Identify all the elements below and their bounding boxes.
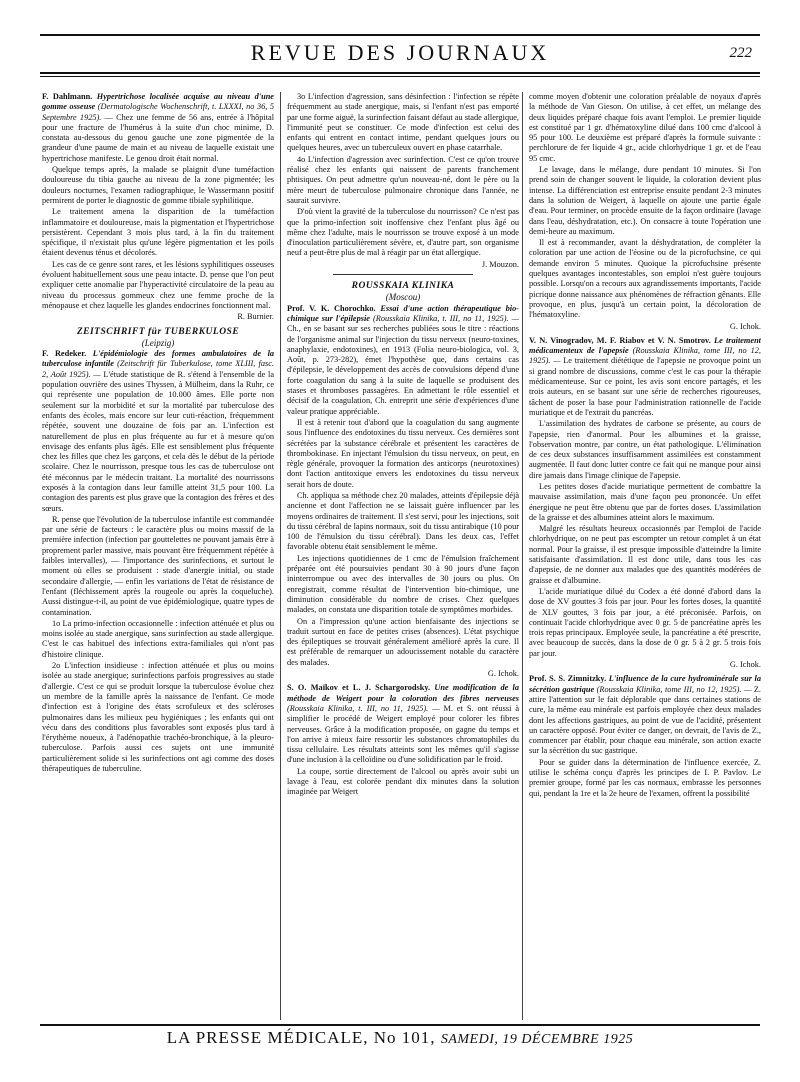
paragraph: 3o L'infection d'agression, sans désinfection : l'infection se répète fréquemment au stade anergique, mais, si l'enfant n'est pas emporté par une forme aiguë, la surinfection faisant défaut au stade allergique, l'immunité peut se constituer. Ce mode d'infection est celui des enfants qui entrent en contact intime, pendant quelques jours ou quelques heures, avec un tuberculeux ouvert en phase catarrhale. (287, 92, 519, 153)
header-bottom-rule-thin (40, 76, 760, 77)
page-title: REVUE DES JOURNAUX (250, 40, 550, 65)
paragraph: Quelque temps après, la malade se plaignit d'une tuméfaction douloureuse du tibia gauche au niveau de la zone pigmentée; les douleurs nocturnes, l'examen radiographique, le Wassermann positif permirent de porter le diagnostic de gomme tibiale syphilitique. (42, 165, 274, 205)
article-author: F. Redeker. (42, 349, 87, 359)
paragraph: On a l'impression qu'une action bienfaisante des injections se traduit surtout en face de petites crises (absences). L'état psychique des épileptiques se trouvait généralement amélioré après la cure. Il est préférable de remarquer un adoucissement notable du caractère des malades. (287, 616, 519, 667)
paragraph: Malgré les résultats heureux occasionnés par l'emploi de l'acide chlorhydrique, on ne peut pas escompter un retour complet à un état normal. Pour la graisse, il est presque impossible d'atteindre la limite satisfaisante d'assimilation. Il est donc utile, dans tous les cas d'apepsie, de ne donner aux malades que des quantités modérées de graisse et d'albumine. (529, 524, 761, 585)
article-author: F. Dahlmann. (42, 92, 93, 101)
article-source: (Rousskaia Klinika, tome III, no 12, 1925). — (529, 346, 761, 366)
paragraph: Il est à recommander, avant la déshydratation, de compléter la coloration par une action de l'éosine ou de la picrofuchsine, ce qui demande environ 5 minutes. Quoique la picrofuchsine présente quelques avantages incontestables, son emploi n'est guère toujours possible. Lorsqu'on a recours aux agrandissements importants, l'acide picrique donne naissance aux phénomènes de réfraction gênants. Elle provoque, en plus, jusqu'à un certain point, la décoloration de l'hématoxyline. (529, 238, 761, 320)
section-title: ROUSSKAIA KLINIKA (351, 281, 455, 292)
page-number: 222 (729, 45, 752, 61)
paragraph: La coupe, sortie directement de l'alcool ou après avoir subi un lavage à l'eau, est colorée pendant dix minutes dans la solution imaginée par Weigert (287, 766, 519, 797)
article-title: L'épidémiologie des formes ambulatoires de la tuberculose infantile (42, 349, 274, 369)
paragraph: Les injections quotidiennes de 1 cmc de l'émulsion fraîchement préparée ont été poursuivies pendant 30 à 90 jours d'une façon ininterrompue ou avec des intervalles de 30 jours ou plus. On enregistrait, comme résultat de l'intervention bio-chimique, une diminution considérable du nombre de crises. Chez quelques malades, on constata une disparition totale de symptômes morbides. (287, 553, 519, 615)
footer-issue-number: No 101, (373, 1028, 436, 1047)
column-1 (42, 92, 274, 1022)
column-separator-2 (522, 92, 523, 1020)
paragraph: Les cas de ce genre sont rares, et les lésions syphilitiques osseuses évoluent habituellement sous une peau intacte. D. pense que l'on peut expliquer cette anomalie par l'hyperactivité circulatoire de la peau au niveau du processus gommeux chez une femme proche de la ménopause et chez laquelle les glandes endocrines fonctionnent mal. (42, 259, 274, 310)
paragraph: comme moyen d'obtenir une coloration préalable de noyaux d'après la méthode de Van Gieson. On utilise, à cet effet, un mélange des deux liquides préparé chaque fois avant l'emploi. Le premier liquide est constitué par 1 gr. d'hématoxyline dilué dans 100 cmc d'alcool à 95 pour 100. Le deuxième est préparé d'après la formule suivante : perchlorure de fer liquide 4 gr., acide chlorhydrique 1 gr. et de l'eau 95 cmc. (529, 92, 761, 163)
paragraph: D'où vient la gravité de la tuberculose du nourrisson? Ce n'est pas que la primo-infection soit inoffensive chez l'enfant plus âgé ou même chez l'adulte, mais le nourrisson se trouve exposé à un mode d'inoculation particulièrement sévère, et, d'autre part, son organisme neuf a peut-être plus de mal à réagir par un état allergique. (287, 207, 519, 258)
signature: G. Ichok. (487, 669, 519, 679)
article-source: (Rousskaia Klinika, t. III, no 11, 1925). — (373, 313, 519, 323)
article-source: (Dermatologische Wochenschrift, t. LXXXI, no 36, 5 Septembre 1925). (42, 102, 274, 122)
column-3 (529, 92, 761, 1022)
paragraph: Le lavage, dans le mélange, dure pendant 10 minutes. Si l'on prend soin de changer souvent le liquide, la coloration devient plus intense. La différenciation est entreprise ensuite pendant 2-3 minutes dans la solution de Weigert, à laquelle on ajoute une partie égale d'eau. Pour terminer, on procède ensuite de la façon ordinaire (lavage dans l'eau, déshydratation, etc.). On consacre à toute l'opération une demi-heure au maximum. (529, 165, 761, 236)
article-vinogradov (529, 336, 761, 418)
paragraph: Le traitement diététique de l'apepsie ne provoque point un si grand nombre de discussions, comme c'est le cas pour la thérapie médicamenteuse. Sur ce point, les avis sont encore partagés, et les trois auteurs, en se basant sur une série de recherches rigoureuses, tâchent de poser la base pour l'administration rationnelle de l'acide muriatique et de l'extrait du pancréas. (529, 356, 761, 417)
article-author: S. O. Maïkov et L. J. Schargorodsky. (287, 683, 431, 693)
article-title: Une modification de la méthode de Weigert pour la coloration des fibres nerveuses (287, 683, 519, 703)
header-top-rule (40, 34, 760, 36)
section-subtitle: (Moscou) (385, 292, 421, 303)
paragraph: L'assimilation des hydrates de carbone se présente, au cours de l'apepsie, rien d'anormal. Pour les albumines et la graisse, l'observation montre, par contre, un état pathologique. L'élimination de ces deux substances insuffisamment assimilées est constamment augmentée. Il faut donc lutter contre ce fait qui ne manque pour ainsi dire jamais dans l'image clinique de l'apepsie. (529, 419, 761, 480)
paragraph: 2o L'infection insidieuse : infection atténuée et plus ou moins isolée au stade anergique; surinfections parfois progressives au stade d'allergie. C'est ce qui se produit lorsque la tuberculose évolue chez un membre de la famille après la naissance de l'enfant. Ce mode d'infection est à l'origine des états scrofuleux et des scléroses pulmonaires dans les milieux peu hygiéniques ; les enfants qui ont vécu dans des conditions plus favorables sont exposés plus tard à l'érythème noueux, à l'adénopathie trachéo-bronchique, à la pleuro-tuberculose. Parfois aussi ces sujets ont une immunité particulièrement solide si les surinfections ont agi comme des doses thérapeutiques de tuberculine. (42, 661, 274, 773)
paragraph: 4o L'infection d'agression avec surinfection. C'est ce qu'on trouve réalisé chez les enfants qui naissent de parents franchement phtisiques. On peut admettre qu'un nouveau-né, dont le père ou la mère meurt de tuberculose pulmonaire chronique dans l'année, ne saurait survivre. (287, 154, 519, 205)
section-title: ZEITSCHRIFT für TUBERKULOSE (76, 326, 240, 337)
header-bottom-rule (40, 72, 760, 74)
paragraph: R. pense que l'évolution de la tuberculose infantile est commandée par une série de facteurs : le caractère plus ou moins massif de la première infection (infection par gouttelettes ne pouvant jamais être à proprement parler massive, mais pouvant être fréquemment répétée à faibles intervalles), — l'importance des surinfections, et surtout le moment où elles se produisent : stade d'anergie initial, ou stade secondaire d'allergie, — enfin les variations de l'état de résistance de l'enfant (fléchissement après la rougeole ou après la coqueluche). Aussi distingue-t-il, au point de vue épidémiologique, quatre types de contamination. (42, 514, 274, 617)
signature: G. Ichok. (729, 321, 761, 331)
paragraph: Il est à retenir tout d'abord que la coagulation du sang augmente sous l'influence des endotoxines du tissu nerveux. Ces dernières sont sécrétées par la substance cérébrale et présentent les caractères de thrombokinase. En injectant l'émulsion du tissu nerveux, on peut, en règle générale, provoquer la formation des anticorps (neurotoxines) dont l'action antitoxique envers les endotoxines du tissu nerveux serait hors de doute. (287, 417, 519, 489)
signature: J. Mouzon. (481, 259, 519, 269)
footer-date: SAMEDI, 19 DÉCEMBRE 1925 (440, 1032, 634, 1047)
paragraph: 1o La primo-infection occasionnelle : infection atténuée et plus ou moins isolée au stade anergique, sans surinfection au stade allergique. C'est le cas habituel des infections extra-familiales qui n'ont pas d'histoire clinique. (42, 618, 274, 659)
paragraph: — Chez une femme de 56 ans, entrée à l'hôpital pour une fracture de l'humérus à la suite d'un choc minime, D. constata au-dessous du genou gauche une zone pigmentée de la grandeur d'une paume de main et au niveau de laquelle existait une hypertrichose manifeste. Le genou droit était normal. (42, 112, 274, 163)
section-divider (333, 274, 472, 275)
paragraph: Le traitement amena la disparition de la tuméfaction inflammatoire et douloureuse, mais la pigmentation et l'hypertrichose persistèrent. Cependant 3 mois plus tard, à la fin du traitement spécifique, il n'existait plus qu'une légère pigmentation et les poils étaient devenus ténus et décolorés. (42, 207, 274, 258)
signature: R. Burnier. (237, 312, 274, 322)
paragraph: Pour se guider dans la détermination de l'influence exercée, Z. utilise le schéma conçu d'après les principes de I. P. Pavlov. Le premier groupe, formé par les cas normaux, embrasse les personnes qui, pendant la 1re et la 2e heure de l'examen, offrent la possibilité (529, 757, 761, 798)
article-author: Prof. S. S. Zimnitzky. (529, 674, 607, 684)
paragraph: L'acide muriatique dilué du Codex a été donné d'abord dans la dose de XV gouttes 3 fois par jour. Pour les fortes doses, la quantité de XLV gouttes, 3 fois par jour, a été préconisée. Parfois, on continuait l'acide chlorhydrique avec 0 gr. 5 de pancréatine après les trois repas principaux. Employée seule, la pancréatine a été prescrite, avec beaucoup de succès, dans la dose de 0 gr. 5 à 2 gr. 5 trois fois par jour. (529, 586, 761, 658)
article-title: L'influence de la cure hydrominérale sur la sécrétion gastrique (529, 674, 761, 694)
paragraph: M. et S. ont réussi à simplifier le procédé de Weigert employé pour colorer les fibres nerveuses. Grâce à la modification proposée, on gagne du temps et l'on arrive à mieux faire ressortir les substances chromatophiles du tissu cellulaire. Les résultats atteints sont les mêmes qu'il s'agisse d'une inclusion à la celloïdine ou d'une solidification par le froid. (287, 703, 519, 765)
paragraph: Z. attire l'attention sur le fait déplorable que dans certaines stations de cure, la même eau minérale est parfois employée chez deux malades dont les affections gastriques, au point de vue de l'acidité, présentent un caractère opposé. Pour éviter ce danger, on devrait, de l'avis de Z., commencer par établir, pour chaque eau minérale, son action exacte sur la sécrétion du suc gastrique. (529, 684, 761, 756)
article-author: Prof. V. K. Chorochko. (287, 303, 376, 313)
footer-rule (40, 1024, 760, 1026)
article-author: V. N. Vinogradov, M. F. Riabov et V. N. Smotrov. (529, 335, 711, 345)
article-maikov (287, 683, 519, 765)
signature: G. Ichok. (729, 660, 761, 670)
column-2 (287, 92, 519, 1022)
column-separator-1 (280, 92, 281, 1020)
article-title: Hypertrichose localisée acquise au niveau d'une gomme osseuse (42, 92, 274, 112)
paragraph: Ch. appliqua sa méthode chez 20 malades, atteints d'épilepsie déjà ancienne et dont l'affection ne se laissait guère influencer par les moyens ordinaires de traitement. Il s'est servi, pour les injections, soit du tissu cérébral de lapins normaux, soit du tissu antirabique (10 pour 100 de l'émulsion du tissu cérébral). Dans les deux cas, l'effet favorable obtenu était sensiblement le même. (287, 490, 519, 552)
article-dahlmann (42, 92, 274, 164)
article-source: (Rousskaia Klinika, tome III, no 12, 1925). — (596, 684, 752, 694)
article-title: Le traitement médicamenteux de l'apepsie (529, 335, 761, 356)
paragraph: L'étude statistique de R. s'étend à l'ensemble de la population ouvrière des usines Thyssen, à Mülheim, dans la Ruhr, ce qui représente une population de 10.000 âmes. Elle porte non seulement sur la morbidité et sur la mortalité par tuberculose des enfants des écoles, mais encore sur leur cuti-réaction, fréquemment répétée, souvent une douzaine de fois par an. L'infection est naturellement de plus en plus fréquente au fur et à mesure qu'on envisage des enfants plus âgés. Elle est sensiblement plus fréquente chez les filles que chez les garçons, et cela dès le début de la période scolaire. Chez le nourrisson, presque tous les cas de tuberculose ont été méconnus par le médecin traitant. La mortalité des nourrissons exposés à la contagion dans leur famille atteint 31,5 pour 100. La contagion des parents est plus grave que la contagion des frères et des sœurs. (42, 369, 274, 513)
section-subtitle: (Leipzig) (141, 337, 175, 348)
footer-journal: LA PRESSE MÉDICALE, (166, 1028, 369, 1047)
page-footer (0, 1028, 800, 1048)
article-title: Essai d'une action thérapeutique bio-chimique sur l'épilepsie (287, 303, 519, 323)
article-source: (Zeitschrift für Tuberkulose, tome XLIII, fasc. 2, Août 1925). — (42, 359, 274, 379)
article-source: (Rousskaia Klinika, t. III, no 11, 1925). — (287, 703, 440, 713)
article-chorochko (287, 304, 519, 417)
paragraph: Ch., en se basant sur ses recherches publiées sous le titre : réactions de l'organisme animal sur l'injection du tissu nerveux (neuro-toxines, anaphylaxie, endotoxines), en 1913 (Folia neuro-biologica, vol. 3, Août, p. 273-282), émet l'hypothèse que, dans certains cas d'épilepsie, le développement des accès de convulsions dépend d'une forte coagulation du sang à la suite de laquelle se produisent des stases et thromboses passagères. En admettant le rôle essentiel et décisif de la coagulation, Ch. entreprit une série d'expériences d'une valeur pratique appréciable. (287, 324, 519, 416)
article-redeker (42, 349, 274, 514)
article-zimnitzky (529, 674, 761, 756)
paragraph: Les petites doses d'acide muriatique permettent de combattre la mauvaise assimilation, mais d'une façon peu prononcée. Un effet énergique ne peut être obtenu que par de fortes doses. L'assimilation de la graisse et des albumines atteint alors le maximum. (529, 481, 761, 522)
